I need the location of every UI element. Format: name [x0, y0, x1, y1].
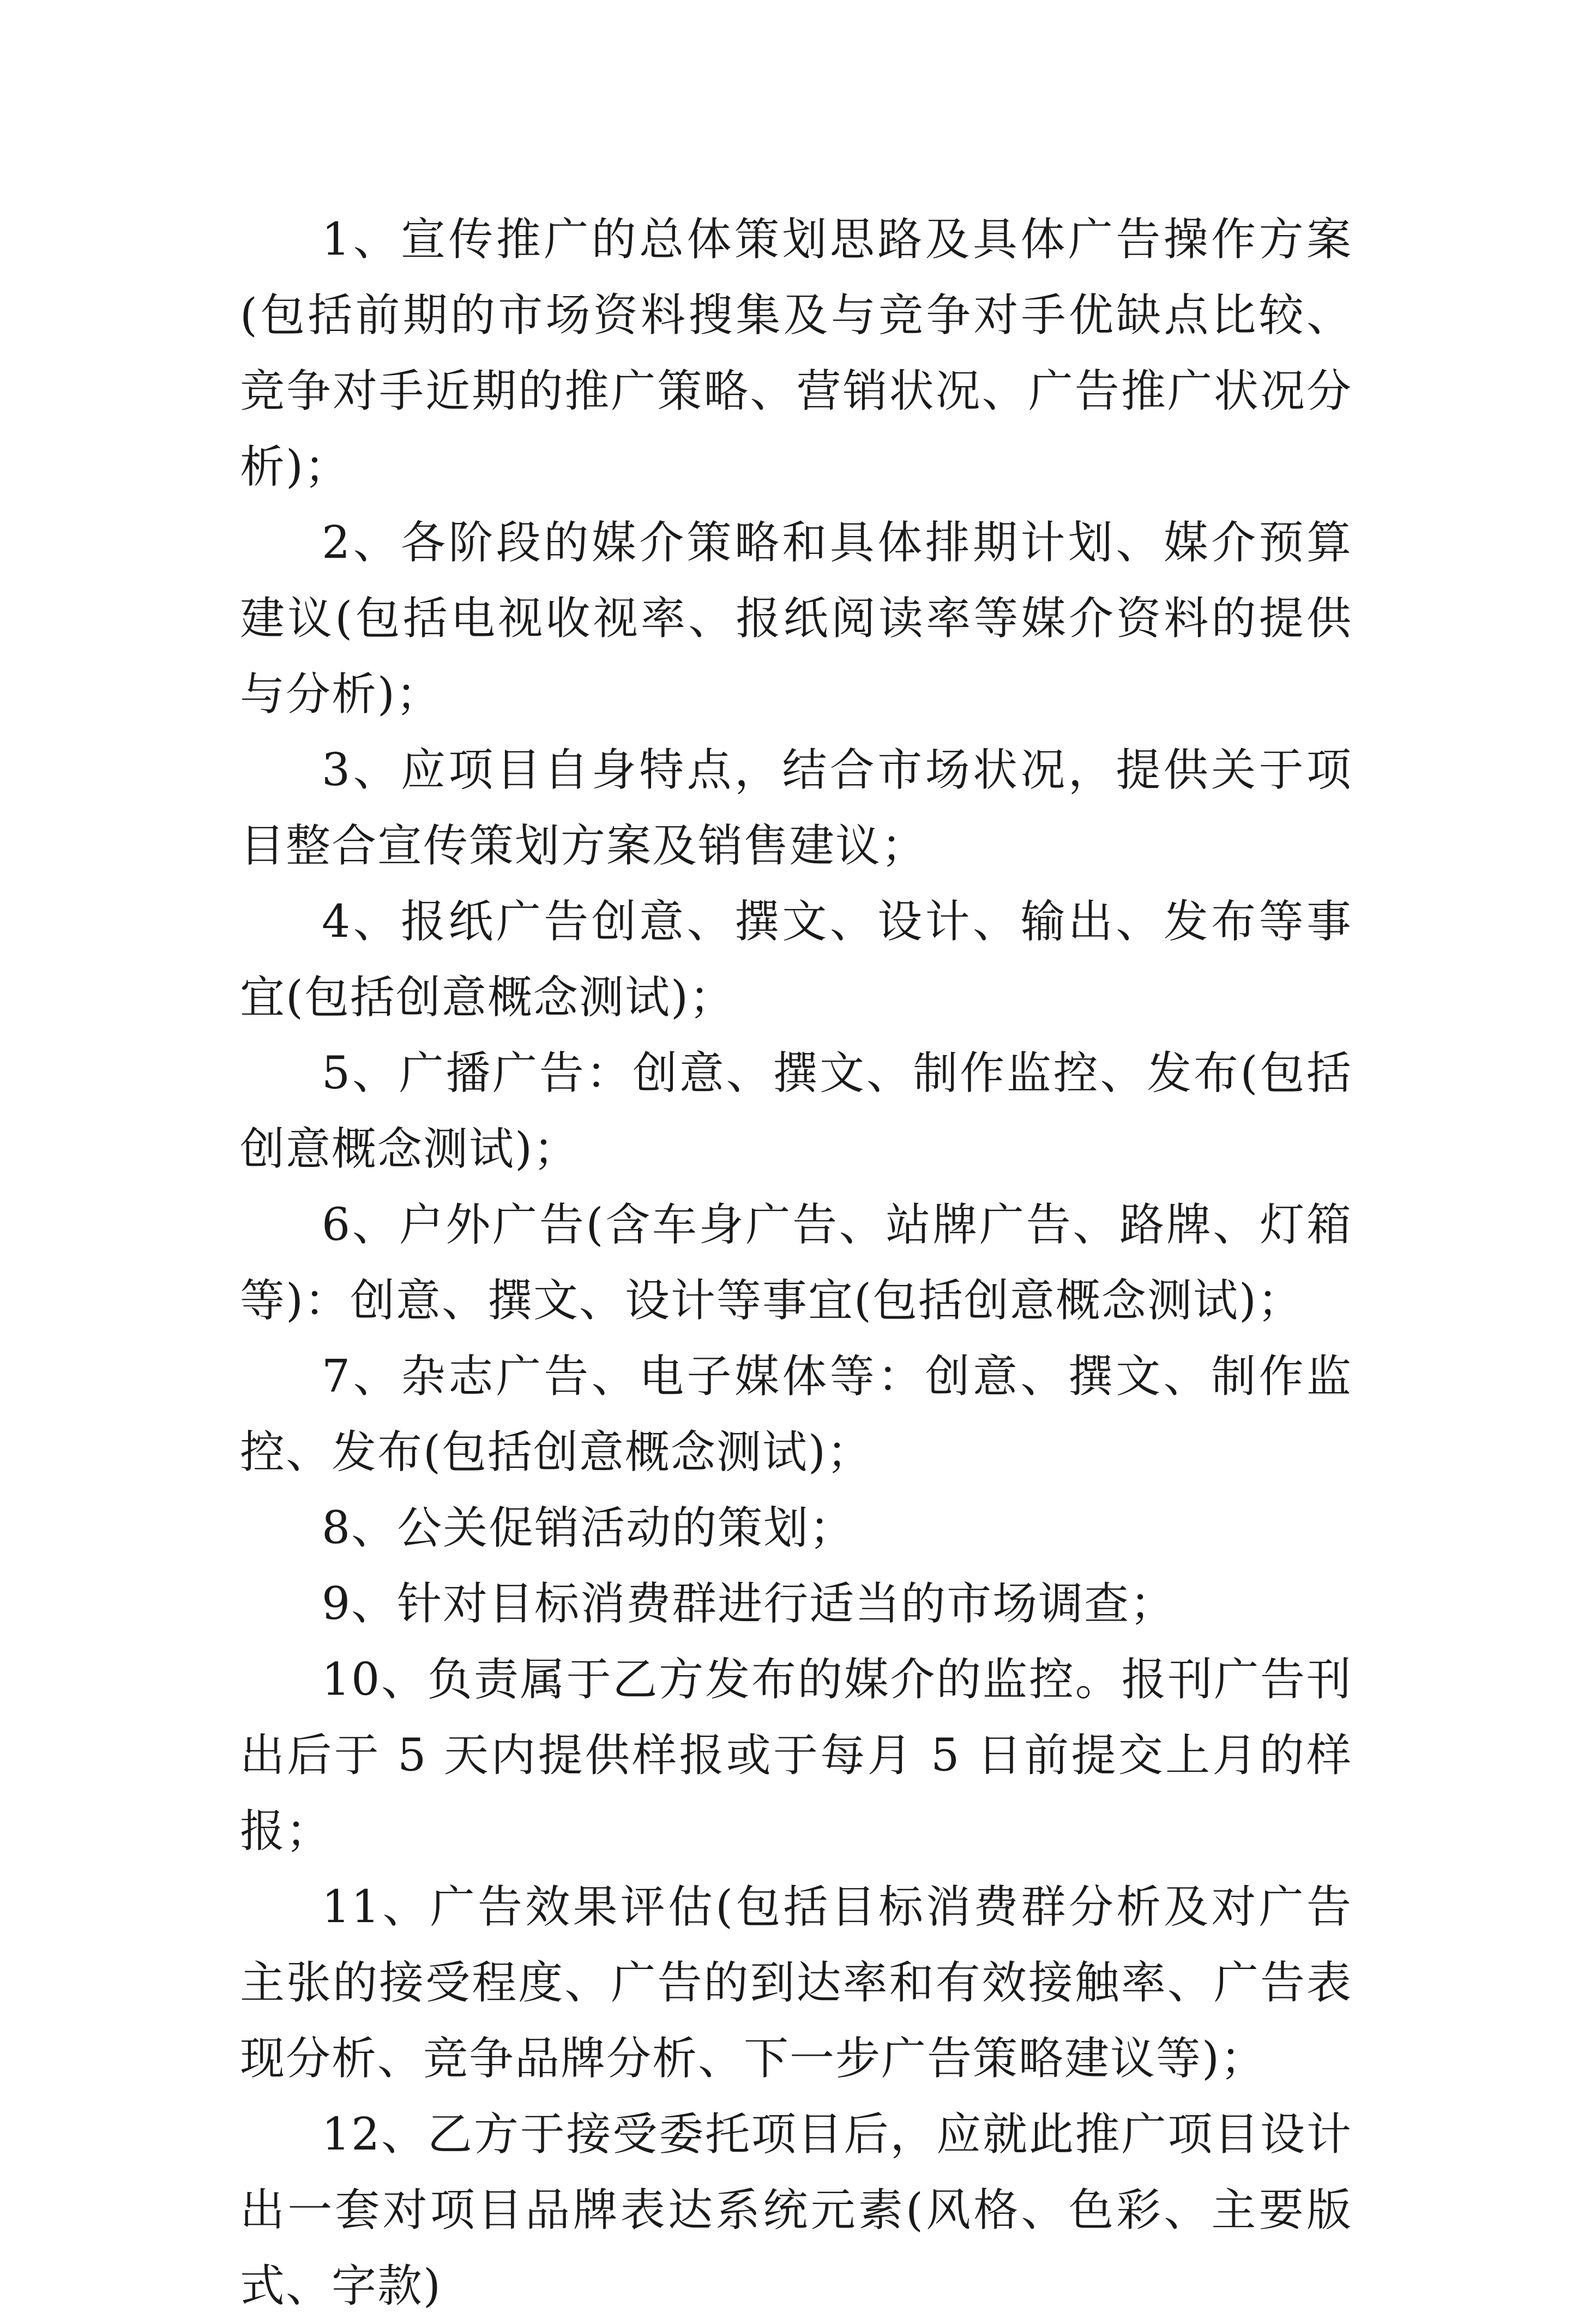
paragraph-10: 10、负责属于乙方发布的媒介的监控。报刊广告刊出后于 5 天内提供样报或于每月 5 日前提交上月的样报； [240, 1654, 1352, 1857]
paragraph-7: 7、杂志广告、电子媒体等：创意、撰文、制作监控、发布(包括创意概念测试)； [240, 1351, 1352, 1478]
paragraph-12: 12、乙方于接受委托项目后，应就此推广项目设计出一套对项目品牌表达系统元素(风格、色彩、主要版式、字款) [240, 2109, 1352, 2312]
paragraph-1: 1、宣传推广的总体策划思路及具体广告操作方案(包括前期的市场资料搜集及与竞争对手优缺点比较、竞争对手近期的推广策略、营销状况、广告推广状况分析)； [240, 214, 1352, 493]
paragraph-6: 6、户外广告(含车身广告、站牌广告、路牌、灯箱等)：创意、撰文、设计等事宜(包括创意概念测试)； [240, 1199, 1352, 1327]
paragraph-2: 2、各阶段的媒介策略和具体排期计划、媒介预算建议(包括电视收视率、报纸阅读率等媒介资料的提供与分析)； [240, 517, 1352, 720]
paragraph-5: 5、广播广告：创意、撰文、制作监控、发布(包括创意概念测试)； [240, 1047, 1352, 1175]
paragraph-8: 8、公关促销活动的策划； [322, 1502, 856, 1554]
document-body [240, 202, 1352, 2324]
paragraph-3: 3、应项目自身特点，结合市场状况，提供关于项目整合宣传策划方案及销售建议； [240, 744, 1352, 872]
paragraph-4: 4、报纸广告创意、撰文、设计、输出、发布等事宜(包括创意概念测试)； [240, 896, 1352, 1023]
paragraph-9: 9、针对目标消费群进行适当的市场调查； [322, 1578, 1176, 1630]
paragraph-11: 11、广告效果评估(包括目标消费群分析及对广告主张的接受程度、广告的到达率和有效接触率、广告表现分析、竞争品牌分析、下一步广告策略建议等)； [240, 1881, 1352, 2085]
